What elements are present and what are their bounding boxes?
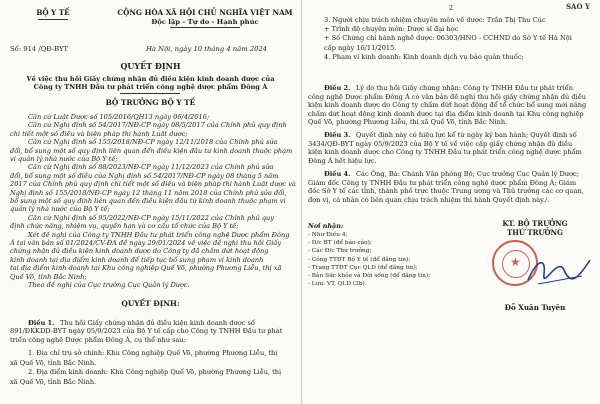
recipients-label: Nơi nhận:: [308, 222, 344, 230]
article-1-line: Thu hồi Giấy chứng nhận đủ điều kiện kinh doanh dược số: [60, 319, 255, 327]
subject-line-2: Công ty TNHH Đầu tư phát triển công nghệ dược phẩm Đông Á: [33, 83, 268, 91]
article-1-line: 891/ĐKKDD-BYT ngày 05/9/2023 của Bộ Y tế cấp cho Công ty TNHH Đầu tư phát: [10, 327, 283, 336]
subject-underline: [120, 93, 180, 94]
article-4-line: đơn vị, cá nhân có liên quan chịu trách nhiệm thi hành Quyết định này./.: [308, 195, 550, 204]
legal-basis-line: đổi, bổ sung một số điều của Nghị định số 54/2017/NĐ-CP ngày 08 tháng 5 năm: [10, 171, 279, 180]
document-title: QUYẾT ĐỊNH: [120, 61, 181, 71]
article-2-line: kiện kinh doanh dược do Công ty chấm dứt hoạt động để tổ chức bổ sung mới nâng: [308, 101, 587, 110]
legal-basis-line: Căn cứ Nghị định số 54/2017/NĐ-CP ngày 08/5/2017 của Chính phủ quy định: [28, 121, 287, 130]
decides-heading: QUYẾT ĐỊNH:: [121, 299, 180, 308]
article-3-line: 3434/QĐ-BYT ngày 05/9/2023 của Bộ Y tế về việc cấp giấy chứng nhận đủ điều: [308, 139, 573, 148]
national-motto: Độc lập - Tự do - Hạnh phúc: [151, 18, 259, 26]
article-1-item-line: xã Quế Võ, tỉnh Bắc Ninh.: [10, 358, 97, 367]
article-1-continued-line: 4. Phạm vi kinh doanh: Kinh doanh dịch vụ bảo quản thuốc;: [324, 52, 524, 61]
signature-icon: [524, 250, 594, 290]
article-4-line: Giám đốc Công ty TNHH Đầu tư phát triển công nghệ dược phẩm Đông Á; Giám: [308, 178, 577, 187]
legal-basis-line: bổ sung một số quy định liên quan đến điều kiện đầu tư kinh doanh thuộc phạm vi: [10, 197, 286, 205]
recipient-line: - Đ/c BT (để báo cáo);: [308, 240, 372, 247]
recipient-line: - Lưu: VT, QLD (2b).: [308, 281, 367, 288]
legal-basis-line: Nghị định số 155/2018/NĐ-CP ngày 12 tháng 11 năm 2018 của Chính phủ sửa đổi,: [10, 188, 287, 197]
article-1-item-line: xã Quế Võ, tỉnh Bắc Ninh.: [10, 377, 97, 386]
legal-basis-line: Căn cứ Nghị định số 155/2018/NĐ-CP ngày 12/11/2018 của Chính phủ sửa: [28, 138, 278, 147]
legal-basis-line: tại địa điểm kinh doanh tại Khu công nghiệp Quế Võ, phường Phương Liễu, thị xã: [10, 264, 282, 273]
legal-basis-line: Xét đề nghị của Công ty TNHH Đầu tư phát triển công nghệ Dược phẩm Đông: [28, 230, 290, 239]
article-3-line: Đông Á hết hiệu lực.: [308, 156, 377, 165]
legal-basis-line: quản lý nhà nước của Bộ Y tế;: [10, 205, 110, 214]
article-2-label: Điều 2.: [324, 84, 351, 92]
signer-title-2: THỨ TRƯỞNG: [507, 228, 563, 237]
legal-basis-line: Căn cứ Nghị định số 88/2023/NĐ-CP ngày 11/12/2023 của Chính phủ sửa: [28, 163, 274, 172]
article-1-label: Điều 1.: [28, 319, 55, 327]
article-1-continued-line: + Trình độ chuyên môn: Dược sĩ đại học: [324, 25, 459, 34]
decision-page-2: [302, 0, 600, 404]
legal-basis-line: kinh doanh tại địa điểm kinh doanh để tiếp tục bổ sung phạm vi kinh doanh: [10, 255, 264, 264]
article-1-continued-line: cấp ngày 16/11/2015.: [324, 43, 397, 52]
article-3-label: Điều 3.: [324, 131, 351, 139]
article-1-line: triển công nghệ Dược phẩm Đông Á, cụ thể như sau:: [10, 335, 186, 344]
legal-basis-line: vi quản lý nhà nước của Bộ Y tế;: [10, 155, 118, 163]
article-4-label: Điều 4.: [324, 170, 351, 178]
article-2-line: Quế Võ, phường Phương Liễu, thị xã Quế Võ, tỉnh Bắc Ninh.: [308, 118, 508, 127]
page-number: 2: [448, 4, 454, 12]
recipient-line: - Công TTĐT Bộ Y tế (để đăng tin);: [308, 256, 411, 263]
legal-basis-line: Theo đề nghị của Cục trưởng Cục Quản lý Dược.: [28, 281, 190, 289]
article-2-line: chấm dứt hoạt động kinh doanh dược tại địa điểm kinh doanh tại Khu công nghiệp: [308, 109, 584, 118]
recipient-line: - Bản Sức khỏe và Đời sống (để đăng tin);: [308, 273, 431, 279]
article-2-line: công nghệ Dược phẩm Đông Á có văn bản đề nghị thu hồi giấy chứng nhận đủ điều: [308, 92, 586, 101]
copy-mark: SAO Y: [566, 2, 591, 11]
recipient-line: - Các Đ/c Thứ trưởng;: [308, 248, 372, 255]
issuing-authority: BỘ TRƯỞNG BỘ Y TẾ: [105, 98, 196, 107]
country-name: CỘNG HÒA XÃ HỘI CHỦ NGHĨA VIỆT NAM: [117, 8, 293, 17]
legal-basis-line: chi tiết một số điều và biện pháp thi hành Luật dược;: [10, 129, 188, 138]
ministry-underline: [38, 19, 68, 20]
legal-basis-line: Căn cứ Luật Dược số 105/2016/QH13 ngày 06/4/2016;: [28, 113, 210, 121]
recipient-line: - Như Điều 4;: [308, 232, 348, 238]
official-seal-icon: ★: [492, 240, 538, 286]
legal-basis-line: 2017 của Chính phủ quy định chi tiết một số điều và biện pháp thi hành Luật dược và: [10, 180, 296, 189]
legal-basis-line: Quế Võ, tỉnh Bắc Ninh;: [10, 272, 87, 281]
article-3-line: Quyết định này có hiệu lực kể từ ngày ký ban hành; Quyết định số: [356, 131, 577, 139]
legal-basis-line: chứng nhận đủ điều kiện kinh doanh dược do Công ty đã chấm dứt hoạt động: [10, 247, 269, 256]
legal-basis-line: Á tại văn bản số 01/2024/CV-ĐA đề ngày 29/01/2024 về việc đề nghị thu hồi Giấy: [10, 239, 282, 247]
legal-basis-line: Căn cứ Nghị định số 95/2022/NĐ-CP ngày 15/11/2022 của Chính phủ quy: [28, 213, 275, 222]
subject-line-1: Về việc thu hồi Giấy chứng nhận đủ điều kiện kinh doanh dược của: [26, 75, 275, 83]
motto-underline: [170, 27, 240, 28]
article-1-continued-line: 3. Người chịu trách nhiệm chuyên môn về dược: Trần Thị Thu Cúc: [324, 16, 546, 24]
article-1-continued-line: + Số Chứng chỉ hành nghề dược: 06303/HNO - CCHND do Sở Y tế Hà Nội: [324, 34, 572, 43]
article-4-line: đốc Sở Y tế các tỉnh, thành phố trực thuộc Trung ương và Thủ trưởng các cơ quan,: [308, 187, 584, 196]
signer-name: Đỗ Xuân Tuyên: [504, 303, 566, 312]
signer-title-1: KT. BỘ TRƯỞNG: [502, 219, 568, 228]
legal-basis-line: định chức năng, nhiệm vụ, quyền hạn và cơ cấu tổ chức của Bộ Y tế;: [10, 222, 239, 231]
article-3-line: kiện kinh doanh dược cho Công ty TNHH Đầu tư phát triển công nghệ dược phẩm: [308, 148, 582, 157]
ministry-header: BỘ Y TẾ: [36, 8, 70, 17]
document-number: Số: 914 /QĐ-BYT: [10, 45, 69, 53]
article-1-item-line: 2. Địa điểm kinh doanh: Khu Công nghiệp Quế Võ, phường Phương Liễu, thị: [28, 368, 282, 377]
legal-basis-line: đổi, bổ sung một số quy định liên quan đến điều kiện đầu tư kinh doanh thuộc phạm: [10, 146, 293, 155]
article-2-line: Lý do thu hồi Giấy chứng nhận: Công ty TNHH Đầu tư phát triển: [356, 84, 573, 92]
recipient-line: - Trang TTĐT Cục QLD (để đăng tin);: [308, 264, 418, 271]
place-date: Hà Nội, ngày 10 tháng 4 năm 2024: [146, 45, 268, 53]
article-1-item-line: 1. Địa chỉ trụ sở chính: Khu Công nghiệp Quế Võ, phường Phương Liễu, thị: [28, 349, 278, 357]
article-4-line: Các Ông, Bà: Chánh Văn phòng Bộ; Cục trưởng Cục Quản lý Dược;: [356, 170, 579, 178]
